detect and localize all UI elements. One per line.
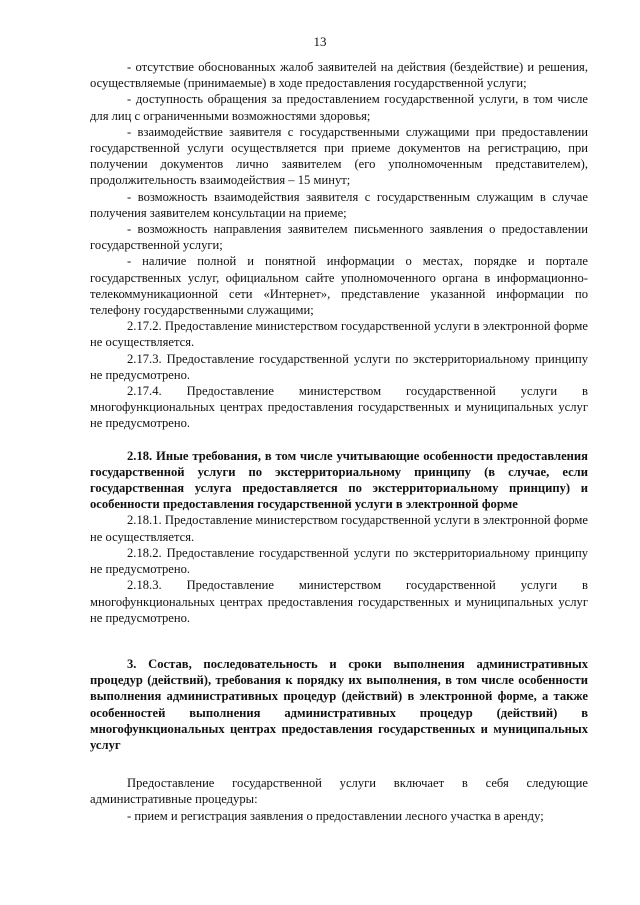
document-body — [90, 59, 588, 824]
paragraph-2-18-2: 2.18.2. Предоставление государственной услуги по экстерриториальному принципу не предусмотрено. — [90, 545, 588, 577]
paragraph-no-complaints: - отсутствие обоснованных жалоб заявителей на действия (бездействие) и решения, осуществляемые (принимаемые) в ходе предоставления государственной услуги; — [90, 60, 588, 91]
paragraph-interaction-duration: - взаимодействие заявителя с государственными служащими при предоставлении государственной услуги осуществляется при приеме документов на регистрацию, при получении документов лично заявителем (его уполномоченным представителем), продолжительность взаимодействия – 15 минут; — [90, 124, 588, 188]
spacer — [90, 432, 588, 448]
section-3-heading: 3. Состав, последовательность и сроки выполнения административных процедур (действий), требования к порядку их выполнения, в том числе особенности выполнения административных процедур (действий) в электронной форме, а также особенностей выполнения административных процедур (действий) в многофункциональных центрах предоставления государственных и муниципальных услуг — [90, 656, 588, 752]
section-2-18-heading: 2.18. Иные требования, в том числе учитывающие особенности предоставления государственной услуги по экстерриториальному принципу (в случае, если государственная услуга предоставляется по экстерриториальному принципу) и особенности предоставления государственной услуги в электронной форме — [90, 448, 588, 512]
paragraph-2-18-1: 2.18.1. Предоставление министерством государственной услуги в электронной форме не осуществляется. — [90, 513, 588, 544]
paragraph-2-17-2: 2.17.2. Предоставление министерством государственной услуги в электронной форме не осуществляется. — [90, 319, 588, 350]
spacer — [90, 626, 588, 656]
paragraph-information-availability: - наличие полной и понятной информации о местах, порядке и портале государственных услуг, официальном сайте уполномоченного органа в информационно-телекоммуникационной сети «Интернет», представление указанной информации по телефону государственными служащими; — [90, 254, 588, 318]
page-number: 13 — [313, 34, 327, 49]
paragraph-accessibility: - доступность обращения за предоставлением государственной услуги, в том числе для лиц с ограниченными возможностями здоровья; — [90, 92, 588, 123]
paragraph-2-18-3: 2.18.3. Предоставление министерством государственной услуги в многофункциональных центрах предоставления государственных и муниципальных услуг не предусмотрено. — [90, 578, 588, 625]
paragraph-consultation: - возможность взаимодействия заявителя с государственным служащим в случае получения заявителем консультации на приеме; — [90, 189, 588, 220]
paragraph-written-application: - возможность направления заявителем письменного заявления о предоставлении государственной услуги; — [90, 222, 588, 253]
paragraph-2-17-3: 2.17.3. Предоставление государственной услуги по экстерриториальному принципу не предусмотрено. — [90, 351, 588, 382]
paragraph-application-registration: - прием и регистрация заявления о предоставлении лесного участка в аренду; — [127, 808, 544, 823]
spacer — [90, 753, 588, 775]
paragraph-2-17-4: 2.17.4. Предоставление министерством государственной услуги в многофункциональных центрах предоставления государственных и муниципальных услуг не предусмотрено. — [90, 384, 588, 431]
paragraph-administrative-procedures: Предоставление государственной услуги включает в себя следующие административные процедуры: — [90, 776, 588, 807]
